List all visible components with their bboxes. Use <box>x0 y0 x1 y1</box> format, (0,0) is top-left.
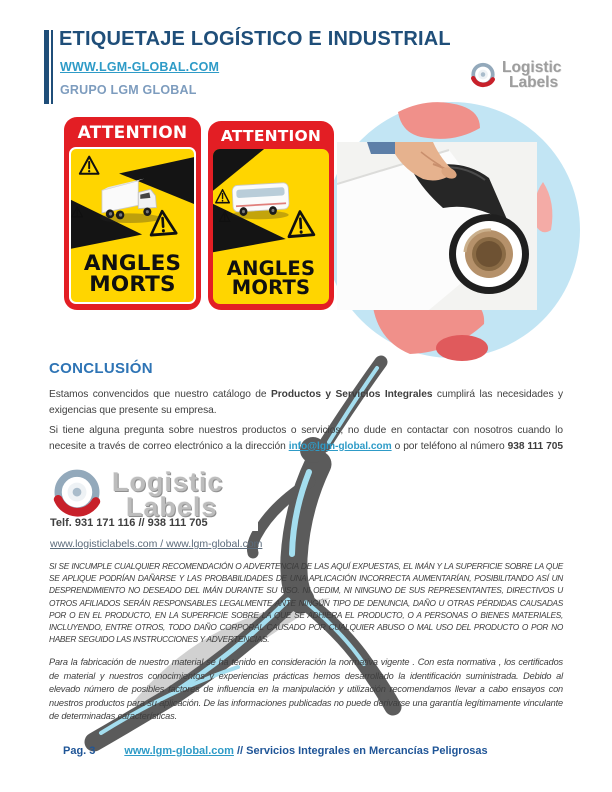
footer-website-link[interactable]: www.lgm-global.com <box>124 745 234 757</box>
truck-icon <box>71 149 194 253</box>
logistic-labels-logo-icon <box>48 466 106 524</box>
attention-label-body <box>213 149 329 304</box>
legal-disclaimer: SI SE INCUMPLE CUALQUIER RECOMENDACIÓN O ADVERTENCIA DE LAS AQUÍ EXPUESTAS, EL IMÁN Y LA SUPERFICIE SOBRE LA QUE SE APLIQUE PODRÍAN DAÑARSE Y LAS PROBABILIDADES DE UNA APLICACIÓN INCORRECTA AUMENTARÍAN, POSIBILITANDO ASÍ UN DESPRENDIMIENTO NO DESEADO DEL IMÁN DURANTE SU USO. NI OEDIM, NI NINGUNO DE SUS REPRESENTANTES, DIRECTIVOS U OTROS AFILIADOS SERÁN RESPONSABLES LEGALMENTE ANTE NINGÚN TIPO DE DENUNCIA, DAÑO U OTRAS PÉRDIDAS CAUSADAS POR O EN EL PRODUCTO, EN LA SUPERFICIE SOBRE LA QUE SE ADHIERA EL PRODUCTO, O A PERSONAS O BIENES MATERIALES, INCLUYENDO, ENTRE OTROS, TODO DAÑO CORPORAL CAUSADO POR CUALQUIER ABUSO O MAL USO DEL PRODUCTO O POR NO HABER SEGUIDO LAS INSTRUCCIONES Y ADVERTENCIAS. <box>49 561 563 645</box>
attention-label-title: ATTENTION <box>77 123 188 143</box>
header-accent-bars <box>44 30 53 104</box>
conclusion-paragraph-2: Si tiene alguna pregunta sobre nuestros productos o servicios, no dude en contactar con nosotros cuando lo necesite a través de correo electrónico a la dirección info@lgm-global.com o por teléfono al número 938 111 705 <box>49 425 563 452</box>
magnetic-roll-photo <box>337 142 537 310</box>
page-title: ETIQUETAJE LOGÍSTICO E INDUSTRIAL <box>59 28 451 50</box>
conclusion-paragraph-1: Estamos convencidos que nuestro catálogo de Productos y Servicios Integrales cumplirá las necesidades y exigencias que presente su empresa. <box>49 389 563 416</box>
logistic-labels-logo-icon <box>468 61 498 91</box>
contact-phone: Telf. 931 171 116 // 938 111 705 <box>50 517 208 529</box>
header-group-name: GRUPO LGM GLOBAL <box>60 83 197 97</box>
attention-label-title: ATTENTION <box>220 127 322 145</box>
conclusion-heading: CONCLUSIÓN <box>49 360 153 377</box>
page-number: Pag. 3 <box>63 745 96 757</box>
bus-icon <box>213 149 329 259</box>
header-logo-text: Logistic Labels <box>502 59 562 91</box>
contact-logo-text: Logistic Labels <box>112 467 224 522</box>
footer-line: www.lgm-global.com // Servicios Integrales en Mercancías Peligrosas <box>124 745 488 757</box>
header-website-link[interactable]: WWW.LGM-GLOBAL.COM <box>60 60 220 74</box>
contact-websites-link[interactable]: www.logisticlabels.com / www.lgm-global.com <box>50 538 263 550</box>
angles-morts-text: ANGLES MORTS <box>226 256 316 299</box>
angles-morts-text: ANGLES MORTS <box>83 250 182 297</box>
attention-label-bus <box>208 121 334 310</box>
email-link[interactable]: info@lgm-global.com <box>288 440 392 452</box>
attention-label-body <box>69 147 196 304</box>
manufacturing-note: Para la fabricación de nuestro material se ha tenido en consideración la normativa vigente . Con esta normativa , los certificados de material y nuestros conocimientos y experiencias prácticas hemos desarrollado la identificación suministrada. Debido al elevado número de posibles factores de influencia en la manipulación y utilización recomendamos llevar a cabo ensayos con nuestros productos para su aplicación. De las informaciones publicadas no puede derivarse una garantía legítimamente vinculante de determinadas características. <box>49 657 563 722</box>
attention-label-truck <box>64 117 201 310</box>
header-logo <box>468 61 561 91</box>
